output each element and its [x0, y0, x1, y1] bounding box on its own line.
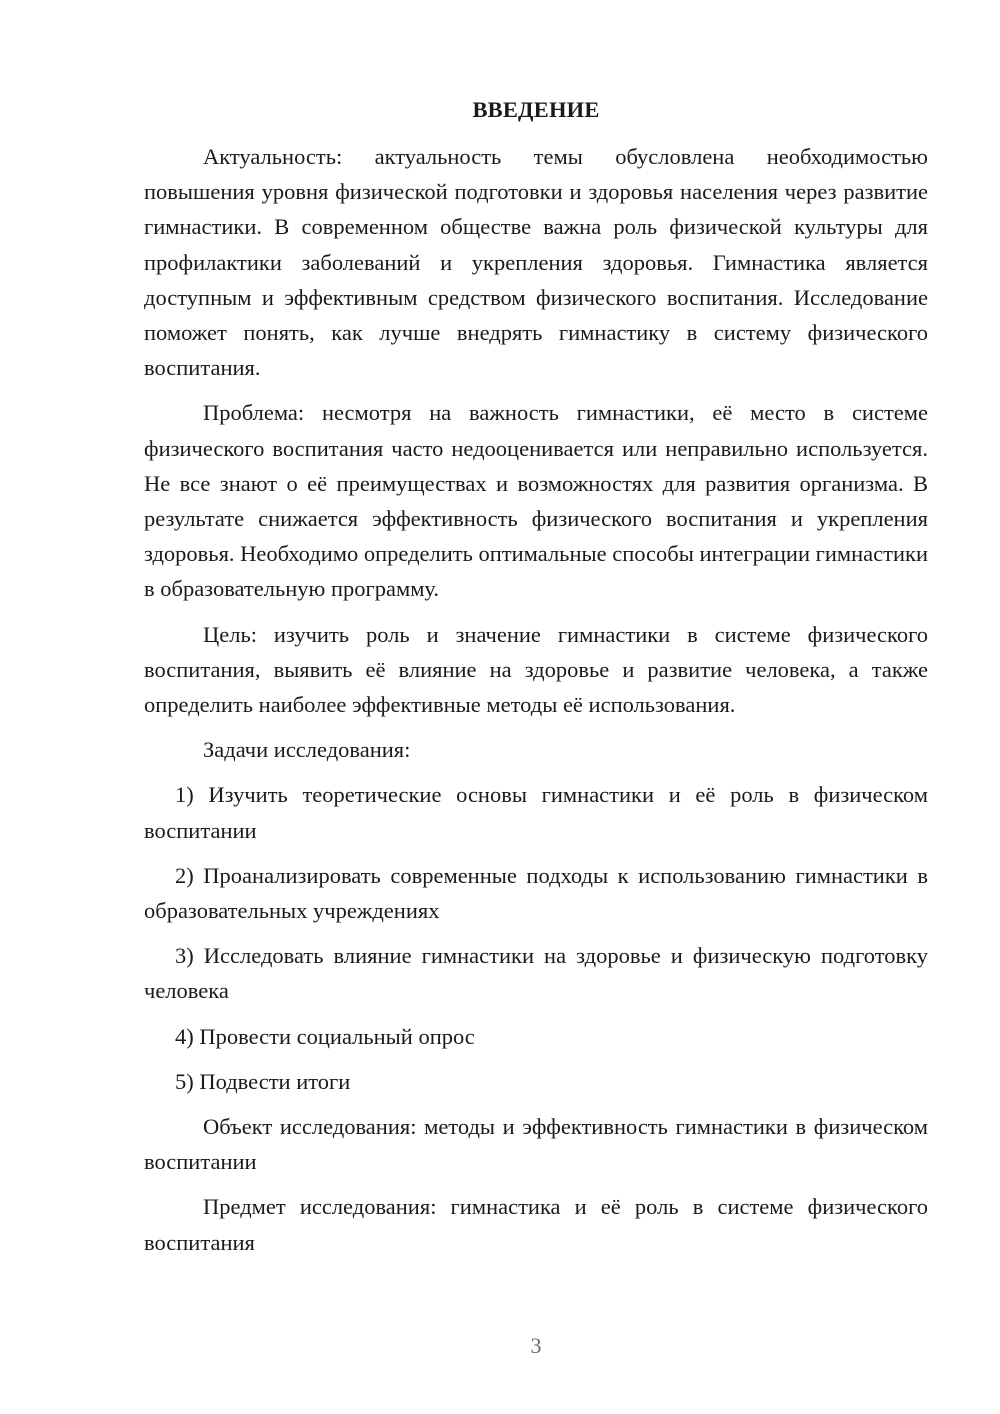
paragraph-relevance: Актуальность: актуальность темы обусловлена необходимостью повышения уровня физической подготовки и здоровья населения через развитие гимнастики. В современном обществе важна роль физической культуры для профилактики заболеваний и укрепления здоровья. Гимнастика является доступным и эффективным средством физического воспитания. Исследование поможет понять, как лучше внедрять гимнастику в систему физического воспитания. — [144, 144, 928, 381]
paragraph-object: Объект исследования: методы и эффективность гимнастики в физическом воспитании — [144, 1114, 928, 1175]
task-item-5: 5) Подвести итоги — [175, 1068, 351, 1094]
paragraph-problem: Проблема: несмотря на важность гимнастики, её место в системе физического воспитания часто недооценивается или неправильно используется. Не все знают о её преимуществах и возможностях для развития организма. В результате снижается эффективность физического воспитания и укрепления здоровья. Необходимо определить оптимальные способы интеграции гимнастики в образовательную программу. — [144, 400, 928, 602]
section-title: ВВЕДЕНИЕ — [472, 97, 600, 122]
page-number: 3 — [530, 1333, 542, 1358]
task-item-4: 4) Провести социальный опрос — [175, 1023, 475, 1049]
tasks-heading: Задачи исследования: — [203, 737, 411, 763]
paragraph-subject: Предмет исследования: гимнастика и её роль в системе физического воспитания — [144, 1194, 928, 1255]
task-item-2: 2) Проанализировать современные подходы к использованию гимнастики в образовательных учреждениях — [144, 862, 928, 924]
task-item-1: 1) Изучить теоретические основы гимнастики и её роль в физическом воспитании — [144, 782, 928, 843]
paragraph-goal: Цель: изучить роль и значение гимнастики в системе физического воспитания, выявить её влияние на здоровье и развитие человека, а также определить наиболее эффективные методы её использования. — [144, 621, 928, 718]
task-item-3: 3) Исследовать влияние гимнастики на здоровье и физическую подготовку человека — [144, 943, 928, 1004]
document-page — [144, 92, 928, 1270]
